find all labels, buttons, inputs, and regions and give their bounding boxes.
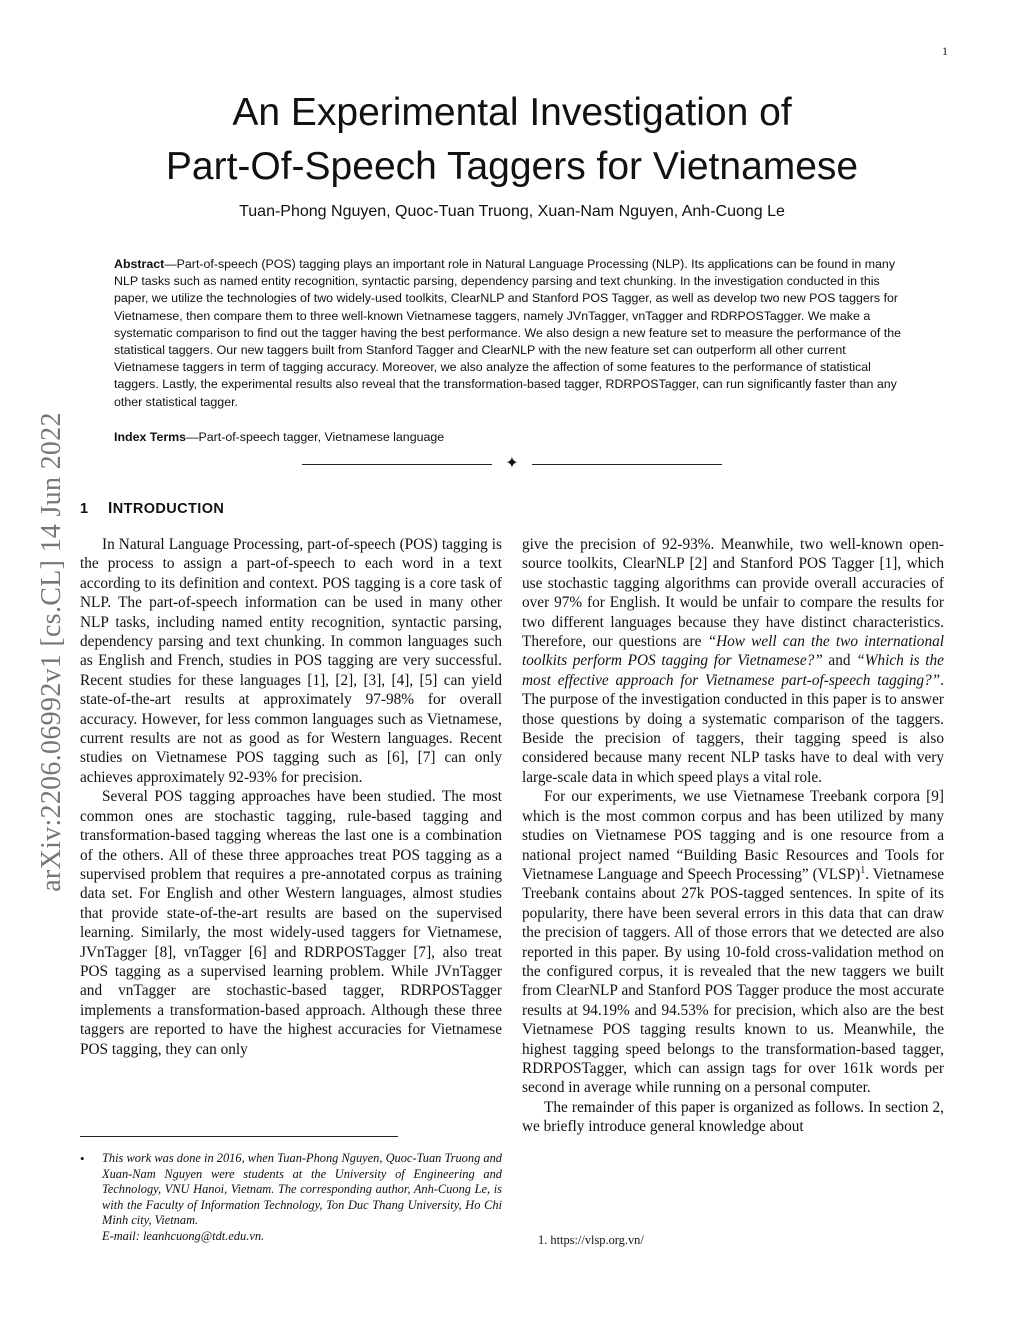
author-list: Tuan-Phong Nguyen, Quoc-Tuan Truong, Xuan-Nam Nguyen, Anh-Cuong Le [239, 203, 785, 220]
paragraph: Several POS tagging approaches have been studied. The most common ones are stochastic tagging, rule-based tagging and transformation-based tagging whereas the last one is a combination of the others. All of these three approaches treat POS tagging as a supervised problem that requires a pre-annotated corpus as training data set. For English and other Western languages, almost studies that provide state-of-the-art results are based on the supervised learning. Similarly, the most widely-used taggers for Vietnamese, JVnTagger [8], vnTagger [6] and RDRPOSTagger [7], also treat POS tagging as a supervised learning problem. While JVnTagger and vnTagger are stochastic-based tagger, RDRPOSTagger implements a transformation-based approach. Although these three taggers are reported to have the highest accuracies for Vietnamese POS tagging, they can only [80, 788, 502, 1058]
research-question-1: “How well can the two international toolkits perform POS tagging for Vietnamese?” [522, 633, 944, 670]
research-question-2: “Which is the most effective approach for Vietnamese part-of-speech tagging?” [522, 652, 944, 689]
abstract [114, 256, 910, 411]
footnote-marker[interactable]: 1 [860, 864, 866, 876]
url-footnote[interactable]: 1. https://vlsp.org.vn/ [538, 1233, 644, 1247]
footnote-rule [80, 1136, 398, 1137]
paper-title [80, 86, 944, 194]
footnote-email[interactable]: E-mail: leanhcuong@tdt.edu.vn. [102, 1228, 265, 1243]
paragraph: In Natural Language Processing, part-of-speech (POS) tagging is the process to assign a part-of-speech to each word in a text according to its definition and context. POS tagging is a core task of NLP. The part-of-speech information can be used in many other NLP tasks, including named entity recognition, syntactic parsing, dependency parsing and text chunking. In common languages such as English and French, studies in POS tagging are very successful. Recent studies for these languages [1], [2], [3], [4], [5] can yield state-of-the-art results at approximately 97-98% for overall accuracy. However, for less common languages such as Vietnamese, current results are not as good as for Western languages. Recent studies on Vietnamese POS tagging such as [6], [7] can only achieves approximately 92-93% for precision. [80, 536, 502, 786]
paragraph-text: . The purpose of the investigation conducted in this paper is to answer those questions by doing a systematic comparison of the taggers. Beside the precision of taggers, their tagging speed is also considered because many recent NLP tasks have to deal with very large-scale data in which speed plays a vital role. [522, 671, 944, 786]
paragraph [522, 535, 944, 787]
paragraph-text: and [822, 652, 857, 670]
paragraph-text: . Vietnamese Treebank contains about 27k POS-tagged sentences. In spite of its popularity, there have been several errors in this data that can draw the precision of taggers. All of those errors that we detected are also reported in this paper. By using 10-fold cross-validation method on the configured corpus, it is revealed that the new taggers we built from ClearNLP and Stanford POS Tagger produce the most accurate results at 94.19% and 94.53% for precision, which also are the best Vietnamese POS tagging results known to us. Meanwhile, the highest tagging speed belongs to the transformation-based tagger, RDRPOSTagger, which can assign tags for over 161k words per second in average while running on a personal computer. [522, 865, 944, 1097]
paragraph: The remainder of this paper is organized as follows. In section 2, we briefly introduce general knowledge about [522, 1098, 944, 1136]
section-heading-introduction [80, 500, 224, 518]
index-terms-text: —Part-of-speech tagger, Vietnamese language [186, 430, 445, 444]
paragraph [522, 787, 944, 1098]
four-point-star-icon: ✦ [505, 455, 519, 472]
section-separator [302, 455, 722, 475]
separator-rule-right [532, 464, 722, 465]
section-title-rest: NTRODUCTION [112, 501, 225, 517]
abstract-label: Abstract [114, 257, 165, 271]
index-terms [114, 430, 910, 444]
paragraph-text: give the precision of 92-93%. Meanwhile, two well-known open-source toolkits, ClearNLP [2] and Stanford POS Tagger [1], which use stochastic tagging algorithms can provide overall accuracies of over 97% for English. It would be unfair to compare the results for two different languages because they have distinct characteristics. Therefore, our questions are [522, 536, 944, 651]
footnote-body [102, 1151, 502, 1245]
separator-rule-left [302, 464, 492, 465]
arxiv-stamp[interactable]: arXiv:2206.06992v1 [cs.CL] 14 Jun 2022 [36, 412, 67, 892]
paragraph-text: For our experiments, we use Vietnamese Treebank corpora [9] which is the most common corpus and has been utilized by many studies on Vietnamese POS tagging and is one resource from a national project named “Building Basic Resources and Tools for Vietnamese Language and Speech Processing” (VLSP) [522, 788, 944, 883]
index-terms-label: Index Terms [114, 430, 187, 444]
page-number: 1 [942, 44, 948, 58]
section-title-initial: I [108, 500, 113, 517]
footnote-text: This work was done in 2016, when Tuan-Phong Nguyen, Quoc-Tuan Truong and Xuan-Nam Nguyen were students at the University of Engineering and Technology, VNU Hanoi, Vietnam. The corresponding author, Anh-Cuong Le, is with the Faculty of Information Technology, Ton Duc Thang University, Ho Chi Minh city, Vietnam. [102, 1151, 502, 1228]
bullet-icon: • [80, 1151, 85, 1166]
author-footnote [80, 1151, 502, 1245]
title-line-2: Part-Of-Speech Taggers for Vietnamese [165, 145, 859, 188]
left-column [80, 535, 502, 1059]
title-line-1: An Experimental Investigation of [232, 91, 792, 134]
right-column [522, 535, 944, 1137]
section-number: 1 [80, 501, 89, 517]
abstract-text: —Part-of-speech (POS) tagging plays an important role in Natural Language Processing (NLP). Its applications can be found in many NLP tasks such as named entity recognition, syntactic parsing, dependency parsing and text chunking. In the investigation conducted in this paper, we utilize the technologies of two widely-used toolkits, ClearNLP and Stanford POS Tagger, as well as develop two new POS taggers for Vietnamese, then compare them to three well-known Vietnamese taggers, namely JVnTagger, vnTagger and RDRPOSTagger. We make a systematic comparison to find out the tagger having the best performance. We also design a new feature set to measure the performance of the statistical taggers. Our new taggers built from Stanford Tagger and ClearNLP with the new feature set can outperform all other current Vietnamese taggers in term of tagging accuracy. Moreover, we also analyze the affection of some features to the performance of statistical taggers. Lastly, the experimental results also reveal that the transformation-based tagger, RDRPOSTagger, can run significantly faster than any other statistical tagger. [114, 257, 902, 409]
